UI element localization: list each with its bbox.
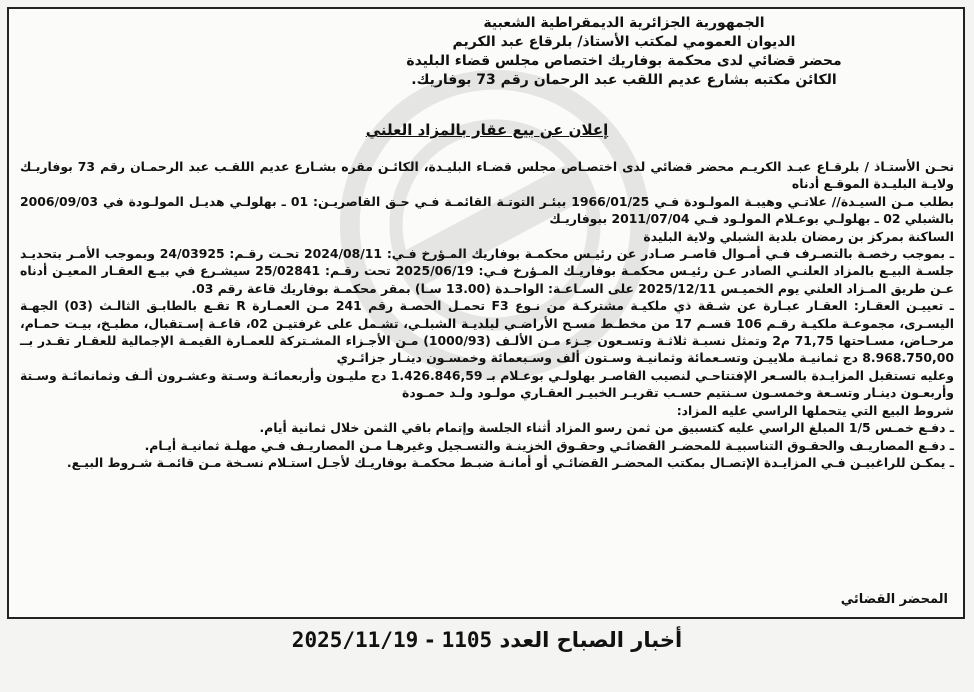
paragraph-property: ـ تعييـن العقـار: العقـار عبـارة عن شـقة ذي ملكيـة مشتركـة من نـوع F3 تحمـل الحصـة رقم 241 مـن العمـارة R تقـع بالطابـق الثالـث (03) الجهـة اليسـرى، مجموعـة ملكيـة رقـم 106 قسـم 17 من مخطـط مسـح الأراضـي لبلديـة الشبلـي، تشـمل على غرفتيـن 02، قاعـة إسـتقبال، مطبـخ، بيـت حمـام، مرحـاض، مسـاحتها 71,75 م2 وتمثل نسبـة ثلاثـة وتسـعون جـزء مـن الألـف (1000/93) مـن الأجـزاء المشـتركة للعمـارة القيمـة الإجمالية للعقـار تقـدر بــ 8.968.750,00 دج ثمانيـة ملاييـن وتسـعمائة وثمانيـة وسـتون ألف وسـبعمائة وخمسـون دينـار جزائـري [20,298,954,366]
newspaper-footer [0,628,974,652]
paragraph-condition-2: ـ دفـع المصاريـف والحقـوق التناسبيـة للمحضـر القضائـي وحقـوق الخزينـة والتسـجيل وغيرهـا مـن المصاريـف فـي مهلـة ثمانيـة أيـام. [144,437,954,453]
notice-header [304,14,944,90]
paragraph-conditions-heading: شروط البيع التي يتحملها الراسي عليه المزاد: [676,402,954,418]
newspaper-name: أخبار الصباح العدد [499,628,683,652]
notice-body [20,158,954,471]
paragraph-residence: الساكنة بمركز بن رمضان بلدية الشبلي ولاية البليدة [643,228,954,244]
paragraph-requester: بطلب مـن السيـدة// علاتـي وهيبـة المولـودة فـي 1966/01/25 ببئـر التوتـة القائمـة فـي حـق القاصريـن: 01 ـ بهلولـي هديـل المولـودة في 2006/09/03 بالشبلي 02 ـ بهلولـي بوعـلام المولـود فـي 2011/07/04 ببوفاريـك [20,193,954,227]
paragraph-contact: ـ يمكـن للراغبيـن فـي المزايـدة الإتصـال بمكتب المحضـر القضائـي أو أمانـة ضبـط محكمـة بوفاريـك لأجـل استـلام نسـخة مـن قائمـة شـروط البيـع. [66,454,954,470]
office-address: الكائن مكتبه بشارع عديم اللقب عبد الرحمان رقم 73 بوفاريك. [411,72,837,88]
notice-title: إعلان عن بيع عقار بالمزاد العلني [365,121,609,139]
signature: المحضر القضائي [840,592,948,607]
paragraph-bailiff: نحـن الأستـاذ / بلرقـاع عبـد الكريـم محضر قضائي لدى اختصـاص مجلس قضـاء البليـدة، الكائـن مقره بشـارع عديم اللقـب عبد الرحمـان رقم 73 بوفاريـك ولايـة البليـدة الموقـع أدناه [20,159,954,192]
issue-date: 2025/11/19 [291,628,419,652]
paragraph-condition-1: ـ دفـع خمـس 1/5 المبلغ الراسي عليه كتسبيق من ثمن رسو المزاد أثناء الجلسة وإتمام باقي الثمن خلال ثمانية أيام. [259,420,954,436]
issue-number: 1105 [441,628,493,652]
paragraph-authorization: ـ بموجب رخصـة بالتصـرف فـي أمـوال قاصـر صـادر عن رئيـس محكمـة بوفاريك المـؤرخ فـي: 2024/08/11 تحـت رقـم: 24/03925 وبموجب الأمـر بتحديـد جلسـة البيـع بالمزاد العلنـي الصادر عـن رئيـس محكمـة بوفاريـك المـؤرخ فـي: 2025/06/19 تحت رقـم: 25/02841 سيشـرع في بيـع العقـار المعيـن أدناه عـن طريق المـزاد العلني يوم الخميـس 2025/12/11 على السـاعـة: الواحـدة (13.00 سـا) بمقر محكمـة بوفاريك قاعة رقم 03. [20,246,955,296]
footer-separator: - [425,628,435,652]
republic-name: الجمهورية الجزائرية الديمقراطية الشعبية [483,15,765,31]
office-name: الديوان العمومي لمكتب الأستاذ/ بلرقاع عبد الكريم [452,34,796,50]
paragraph-opening-price: وعليه تستقبل المزايـدة بالسـعر الإفتتاحـي لنصيب القاصـر بهلولـي بوعـلام بـ 1.426.846,59 دج مليـون وأربعمائـة وسـتة وعشـرون ألـف وثمانمائـة وسـتة وأربعـون دينـار وتسـعة وخمسـون سـنتيم حسـب تقريـر الخبيـر العقـاري مولـود ولـد حمـودة [20,367,954,401]
bailiff-jurisdiction: محضر قضائي لدى محكمة بوفاريك اختصاص مجلس قضاء البليدة [406,53,842,69]
